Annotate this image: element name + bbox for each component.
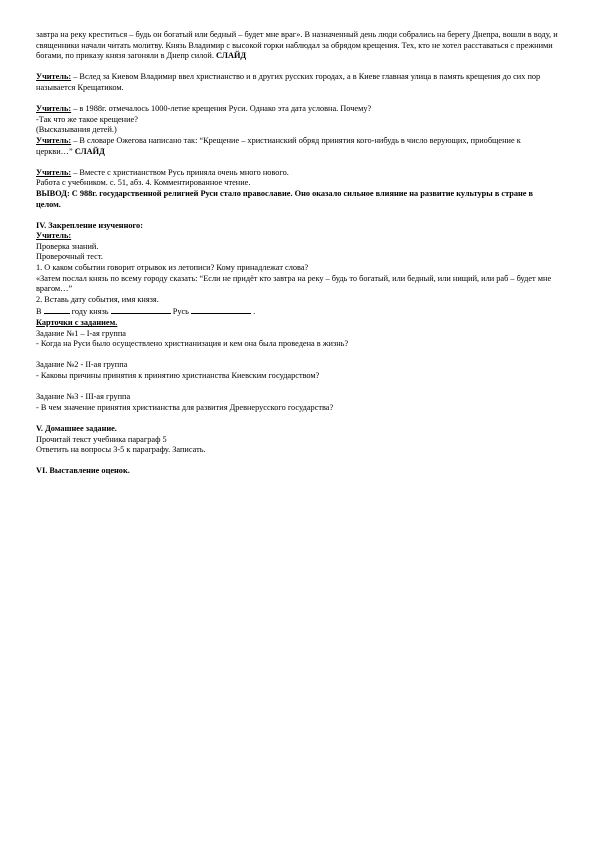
task-2-question: - Каковы причины принятия к принятию христианства Киевским государством? <box>36 371 320 380</box>
children-answers-note: (Высказывания детей.) <box>36 125 117 135</box>
knowledge-check-line: Проверка знаний. <box>36 241 99 251</box>
test-question-1: 1. О каком событии говорит отрывок из летописи? Кому принадлежат слова? <box>36 263 309 273</box>
kreshchatik-text: – Вслед за Киевом Владимир ввел христианство и в других русских городах, а в Киеве главная улица в память крещения до сих пор называется Крещатиком. <box>36 72 541 92</box>
christianity-new-text: – Вместе с христианством Русь приняла очень много нового. <box>71 167 289 177</box>
cards-heading: Карточки с заданием. <box>36 318 118 328</box>
question-what-is-baptism: -Так что же такое крещение? <box>36 114 138 124</box>
teacher-label: Учитель: <box>36 72 72 82</box>
section-heading-homework: V. Домашнее задание. <box>36 423 117 433</box>
teacher-label: Учитель: <box>36 104 72 114</box>
ozhegov-definition-text: – В словаре Ожегова написано так: “Крещение – христианский обряд принятия кого-нибудь в число верующих, приобщение к церкви…” <box>36 135 521 156</box>
homework-line-1: Прочитай текст учебника параграф 5 <box>36 434 167 444</box>
chronicle-quote: «Затем послал князь по всему городу сказать: “Если не придёт кто завтра на реку – будь то богатый, или бедный, или нищий, или раб – будет мне врагом…” <box>36 273 552 294</box>
fill-in-rus-text: Русь <box>170 307 192 317</box>
prince-blank <box>111 305 171 314</box>
task-3-question: - В чем значение принятия христианства для развития Древнерусского государства? <box>36 402 334 412</box>
test-title: Проверочный тест. <box>36 252 103 262</box>
paragraph-baptism-story <box>36 30 559 62</box>
section-heading-grades: VI. Выставление оценок. <box>36 466 130 476</box>
task-3-title: Задание №3 - III-ая группа <box>36 392 131 402</box>
conclusion-text: ВЫВОД: С 988г. государственной религией Руси стало православие. Оно оказало сильное влияние на развитие культуры в стране в целом. <box>36 188 534 209</box>
millennium-text: – в 1988г. отмечалось 1000-летие крещения Руси. Однако эта дата условна. Почему? <box>71 104 372 114</box>
slide-marker: СЛАЙД <box>74 146 105 156</box>
test-question-2: 2. Вставь дату события, имя князя. <box>36 294 159 304</box>
document-page <box>36 30 559 477</box>
year-blank <box>44 305 70 314</box>
paragraph-teacher-1988 <box>36 104 559 115</box>
slide-marker: СЛАЙД <box>216 51 247 61</box>
task-1-question: - Когда на Руси было осуществлено христианизация и кем она была проведена в жизнь? <box>36 339 349 349</box>
action-blank <box>191 305 251 314</box>
paragraph-teacher-ozhegov <box>36 136 559 157</box>
textbook-work-line: Работа с учебником. с. 51, абз. 4. Комментированное чтение. <box>36 178 251 188</box>
paragraph-teacher-new <box>36 168 559 179</box>
fill-in-prince-text: году князь <box>69 307 111 317</box>
task-2-title: Задание №2 - II-ая группа <box>36 360 128 370</box>
homework-line-2: Ответить на вопросы 3-5 к параграфу. Записать. <box>36 445 206 455</box>
fill-in-prefix: В <box>36 307 44 317</box>
section-heading-consolidation: IV. Закрепление изученного: <box>36 220 143 230</box>
teacher-label: Учитель: <box>36 135 72 145</box>
fill-in-line <box>36 305 559 318</box>
fill-in-end: . <box>251 307 256 317</box>
task-1-title: Задание №1 – I-ая группа <box>36 328 126 338</box>
paragraph-teacher-kreshchatik <box>36 72 559 93</box>
teacher-label: Учитель: <box>36 167 72 177</box>
baptism-story-text: завтра на реку креститься – будь он богатый или бедный – будет мне враг». В назначенный день люди собрались на берегу Днепра, вошли в воду, и священники начали читать молитву. Князь Владимир с высокой горки наблюдал за обрядом крещения. Тех, кто не хотел расставаться с прежними богами, по приказу князя загоняли в Днепр силой. <box>36 30 558 61</box>
teacher-label: Учитель: <box>36 231 72 241</box>
